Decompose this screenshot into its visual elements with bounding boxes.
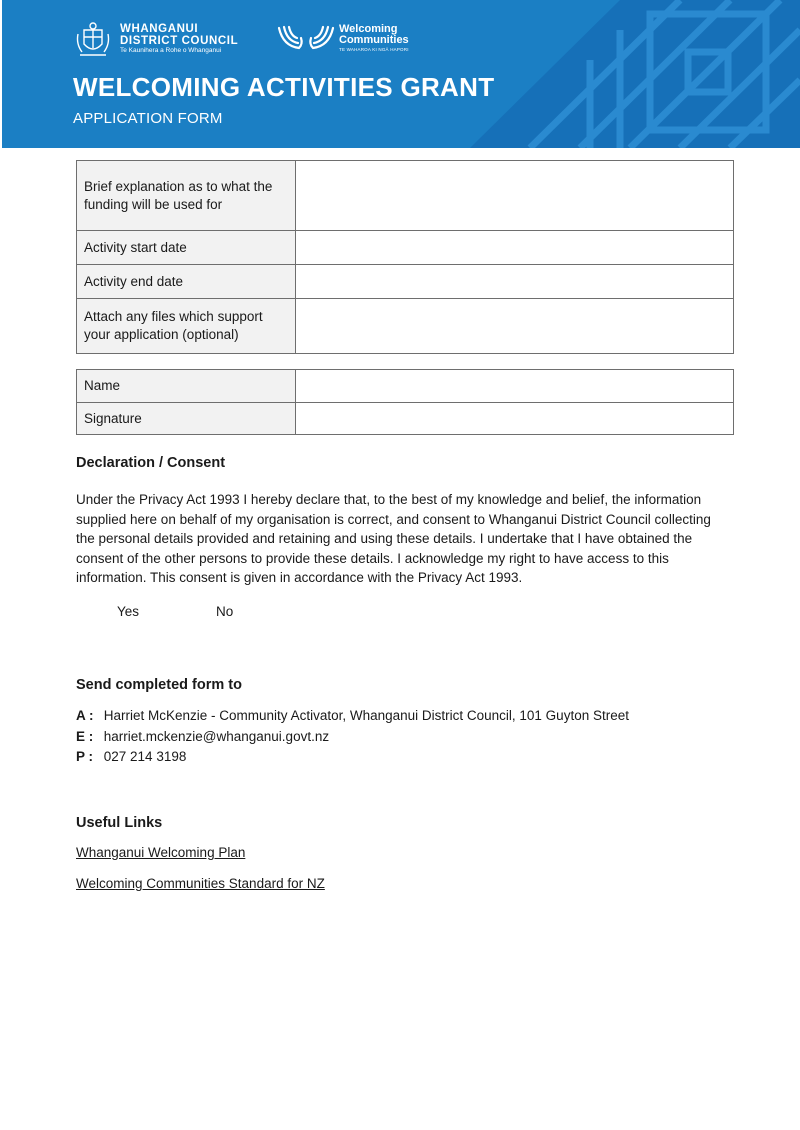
whanganui-council-logo (74, 20, 238, 58)
table-row (77, 403, 734, 435)
activity-details-table (76, 160, 734, 354)
declaration-heading: Declaration / Consent (76, 455, 226, 471)
phone-value: 027 214 3198 (103, 749, 187, 764)
declaration-text: Under the Privacy Act 1993 I hereby declare that, to the best of my knowledge and belief, the information supplied here on behalf of my organisation is correct, and consent to Whanganui District Council collecting the personal details provided and retaining and using these details. I undertake that I have obtained the consent of the other persons to provide these details. I acknowledge my right to have access to this information. This consent is given in accordance with the Privacy Act 1993. (76, 492, 711, 585)
contact-phone (76, 749, 186, 764)
attach-files-label: Attach any files which support your application (optional) (77, 299, 296, 354)
end-date-field[interactable] (296, 265, 734, 299)
table-row (77, 161, 734, 231)
welcoming-plan-link[interactable]: Whanganui Welcoming Plan (76, 845, 246, 860)
council-name-line2: DISTRICT COUNCIL (120, 35, 239, 48)
council-crest-icon (74, 20, 112, 58)
welcoming-logo-line1: Welcoming (339, 23, 398, 35)
name-label: Name (77, 370, 296, 403)
consent-no-option[interactable]: No (216, 604, 234, 619)
signature-label: Signature (77, 403, 296, 435)
phone-key: P : (76, 749, 94, 764)
contact-email (76, 729, 329, 744)
start-date-field[interactable] (296, 231, 734, 265)
table-row (77, 370, 734, 403)
email-value[interactable]: harriet.mckenzie@whanganui.govt.nz (103, 729, 330, 744)
address-value: Harriet McKenzie - Community Activator, Whanganui District Council, 101 Guyton Street (103, 708, 629, 723)
email-key: E : (76, 729, 94, 744)
welcoming-communities-logo (277, 24, 409, 53)
welcoming-standard-link[interactable]: Welcoming Communities Standard for NZ (76, 876, 325, 891)
start-date-label: Activity start date (77, 231, 296, 265)
name-field[interactable] (296, 370, 734, 403)
funding-explanation-field[interactable] (296, 161, 734, 231)
page-subtitle: APPLICATION FORM (73, 110, 223, 127)
header-banner (2, 0, 800, 148)
table-row (77, 265, 734, 299)
signature-field[interactable] (296, 403, 734, 435)
welcoming-logo-maori: TE WAHAROA KI NGĀ HAPORI (339, 47, 409, 52)
welcoming-logo-line2: Communities (339, 34, 409, 46)
attach-files-field[interactable] (296, 299, 734, 354)
welcoming-hands-icon (277, 24, 335, 52)
end-date-label: Activity end date (77, 265, 296, 299)
consent-yes-option[interactable]: Yes (117, 604, 140, 619)
table-row (77, 299, 734, 354)
page-title: WELCOMING ACTIVITIES GRANT (73, 72, 495, 102)
geometric-pattern-decoration (470, 0, 800, 148)
signature-table (76, 369, 734, 435)
funding-explanation-label: Brief explanation as to what the funding will be used for (77, 161, 296, 231)
contact-address (76, 708, 629, 723)
send-to-heading: Send completed form to (76, 677, 242, 693)
table-row (77, 231, 734, 265)
address-key: A : (76, 708, 94, 723)
useful-links-heading: Useful Links (76, 815, 163, 831)
council-name-line1: WHANGANUI (120, 23, 199, 36)
council-name-maori: Te Kaunihera a Rohe o Whanganui (120, 47, 222, 55)
